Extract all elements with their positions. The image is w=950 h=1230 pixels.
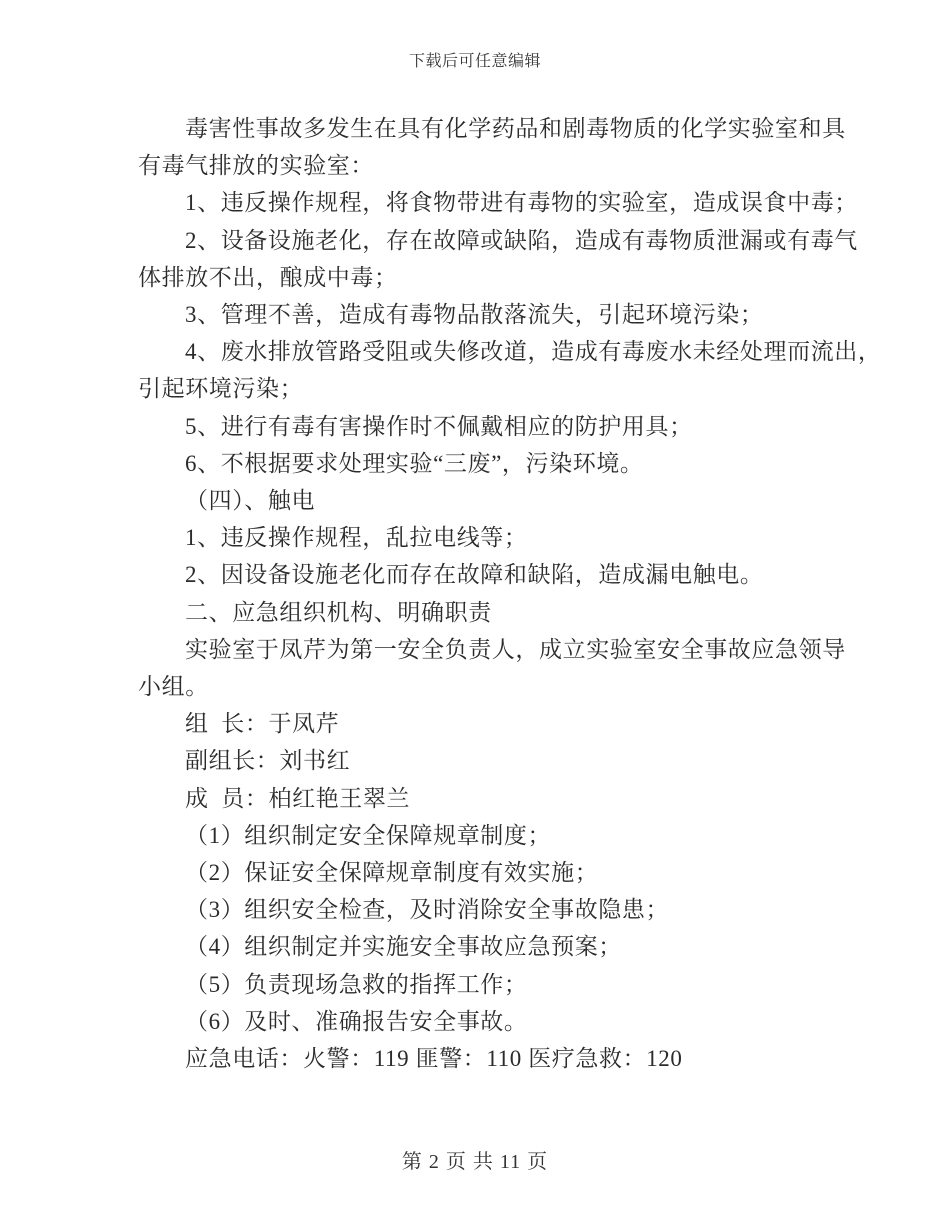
text-line: （1）组织制定安全保障规章制度； — [185, 822, 552, 848]
text-line: 引起环境污染； — [138, 376, 304, 402]
text-line: （5）负责现场急救的指挥工作； — [185, 971, 528, 997]
text-line: 实验室于凤芹为第一安全负责人，成立实验室安全事故应急领导 — [185, 636, 846, 662]
text-line: 应急电话：火警：119 匪警：110 医疗急救：120 — [185, 1046, 683, 1072]
text-line: 4、废水排放管路受阻或失修改道，造成有毒废水未经处理而流出， — [185, 339, 882, 365]
text-line: （6）及时、准确报告安全事故。 — [185, 1008, 528, 1034]
text-line: 小组。 — [138, 674, 209, 700]
text-line: 毒害性事故多发生在具有化学药品和剧毒物质的化学实验室和具 — [185, 116, 846, 141]
page-number-indicator: 第 2 页 共 11 页 — [401, 1151, 549, 1173]
text-line: （3）组织安全检查，及时消除安全事故隐患； — [185, 897, 670, 923]
text-line: 组 长：于凤芹 — [185, 711, 340, 737]
text-line: 6、不根据要求处理实验“三废”，污染环境。 — [185, 450, 644, 476]
text-line: 2、设备设施老化，存在故障或缺陷，造成有毒物质泄漏或有毒气 — [185, 227, 858, 253]
header-note: 下载后可任意编辑 — [408, 53, 541, 70]
text-line: 1、违反操作规程，乱拉电线等； — [185, 525, 528, 551]
text-line: 3、管理不善，造成有毒物品散落流失，引起环境污染； — [185, 302, 764, 328]
text-line: 有毒气排放的实验室： — [138, 153, 374, 179]
text-line: 5、进行有毒有害操作时不佩戴相应的防护用具； — [185, 413, 693, 439]
text-line: 成 员：柏红艳王翠兰 — [185, 785, 411, 811]
text-line: 二、应急组织机构、明确职责 — [185, 599, 492, 625]
text-line: 体排放不出，酿成中毒； — [138, 264, 398, 290]
document-body — [138, 110, 882, 1077]
text-line: （4）组织制定并实施安全事故应急预案； — [185, 934, 622, 960]
text-line: 2、因设备设施老化而存在故障和缺陷，造成漏电触电。 — [185, 562, 764, 588]
text-line: 1、违反操作规程，将食物带进有毒物的实验室，造成误食中毒； — [185, 190, 858, 216]
text-line: （四）、触电 — [185, 488, 316, 514]
text-line: （2）保证安全保障规章制度有效实施； — [185, 860, 599, 886]
text-line: 副组长：刘书红 — [185, 748, 351, 774]
